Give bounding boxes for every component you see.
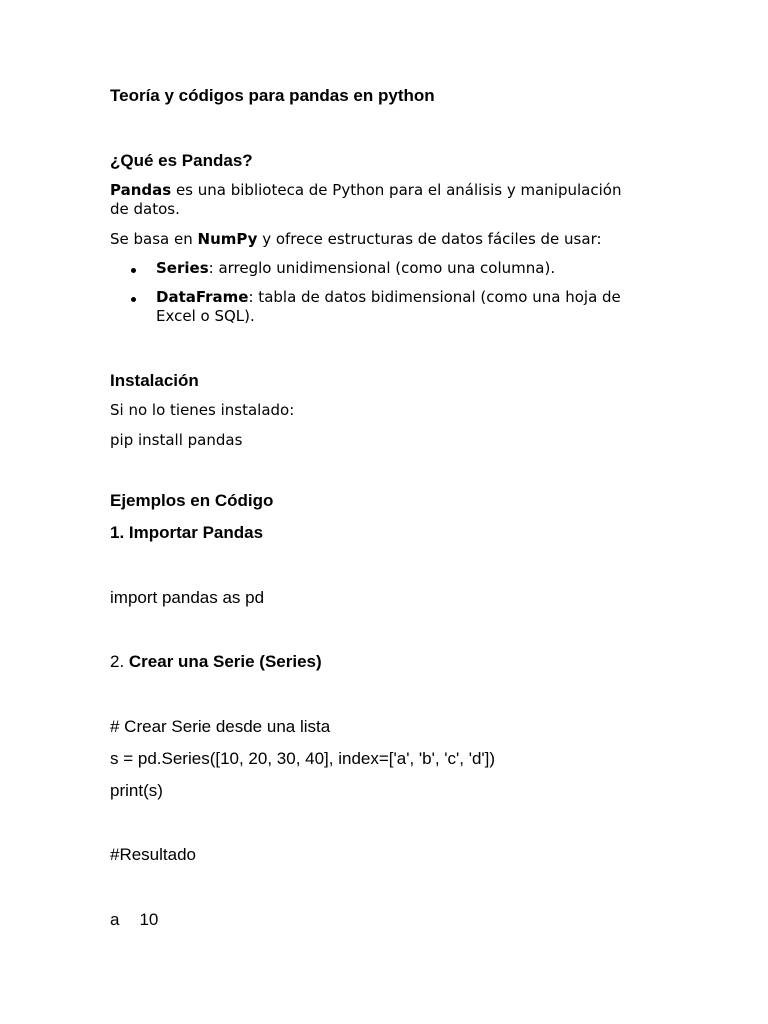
install-paragraph: Si no lo tienes instalado: [110,401,295,419]
paragraph-line: de datos. [110,200,180,218]
result-value: 10 [139,910,159,929]
step-heading-import: 1. Importar Pandas [110,523,264,542]
paragraph-text: Se basa en [110,230,198,248]
bullet-text: : arreglo unidimensional (como una columna). [208,259,556,277]
code-series-line: s = pd.Series([10, 20, 30, 40], index=['a', 'b', 'c', 'd']) [110,749,496,768]
bullet-item-series [156,259,555,278]
paragraph-text: es una biblioteca de Python para el análisis y manipulación [171,181,622,199]
section-heading-examples: Ejemplos en Código [110,491,274,510]
bullet-dot [131,268,136,273]
bullet-item-dataframe [156,288,621,326]
install-command: pip install pandas [110,431,243,449]
bold-term-pandas: Pandas [110,181,172,199]
result-label: #Resultado [110,845,197,864]
code-import-line: import pandas as pd [110,588,265,607]
bold-term-numpy: NumPy [197,230,258,248]
code-print-line: print(s) [110,781,163,800]
paragraph-pandas-definition [110,181,621,219]
bullet-text: : tabla de datos bidimensional (como una hoja de [248,288,621,306]
bullet-dot [131,297,136,302]
step-number: 2. [110,652,129,671]
paragraph-text: y ofrece estructuras de datos fáciles de usar: [257,230,602,248]
code-comment-line: # Crear Serie desde una lista [110,717,331,736]
step-heading-create-series [110,652,322,672]
paragraph-numpy-basis [110,230,602,249]
result-row [110,910,158,930]
section-heading-what-is-pandas: ¿Qué es Pandas? [110,151,253,170]
bullet-line [156,288,621,307]
paragraph-line [110,181,621,200]
bullet-line: Excel o SQL). [156,307,255,325]
document-title: Teoría y códigos para pandas en python [110,86,435,105]
result-index: a [110,910,120,929]
step-title: Crear una Serie (Series) [128,652,322,671]
section-heading-installation: Instalación [110,371,199,390]
bold-term-dataframe: DataFrame [156,288,249,306]
bold-term-series: Series [156,259,209,277]
